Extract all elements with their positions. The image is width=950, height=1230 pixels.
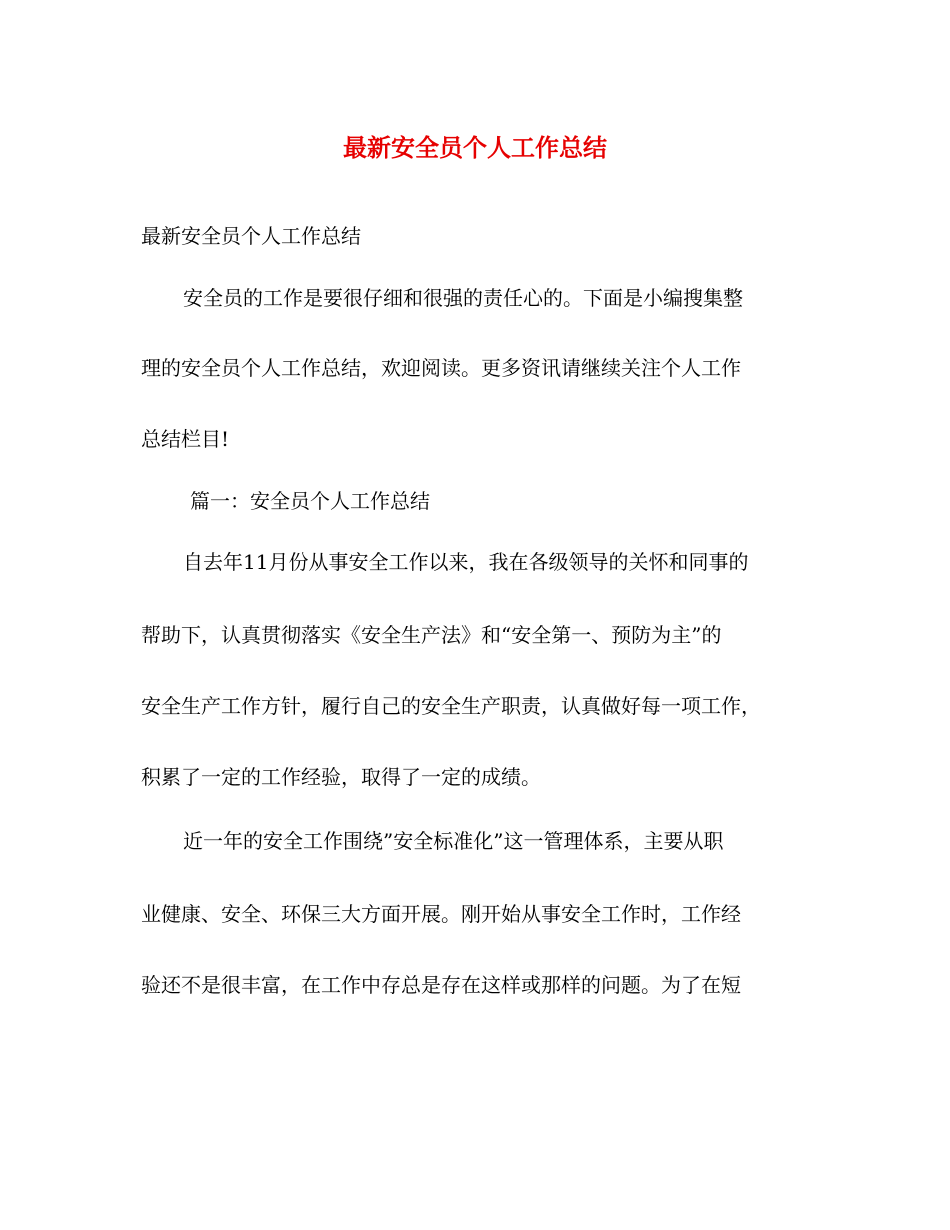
subtitle-line: 最新安全员个人工作总结 xyxy=(141,224,361,248)
paragraph-line: 验还不是很丰富，在工作中存总是存在这样或那样的问题。为了在短 xyxy=(141,973,741,997)
paragraph-line: 安全员的工作是要很仔细和很强的责任心的。下面是小编搜集整 xyxy=(183,286,743,310)
document-title: 最新安全员个人工作总结 xyxy=(343,134,607,162)
paragraph-line: 积累了一定的工作经验，取得了一定的成绩。 xyxy=(141,765,541,789)
paragraph-line: 自去年11月份从事安全工作以来，我在各级领导的关怀和同事的 xyxy=(183,550,749,574)
paragraph-line: 帮助下，认真贯彻落实《安全生产法》和“安全第一、预防为主”的 xyxy=(141,623,722,647)
paragraph-line: 理的安全员个人工作总结，欢迎阅读。更多资讯请继续关注个人工作 xyxy=(141,356,741,380)
section-heading: 篇一：安全员个人工作总结 xyxy=(190,489,430,513)
paragraph-line: 安全生产工作方针，履行自己的安全生产职责，认真做好每一项工作， xyxy=(141,694,761,718)
paragraph-line: 业健康、安全、环保三大方面开展。刚开始从事安全工作时，工作经 xyxy=(141,902,741,926)
paragraph-line: 近一年的安全工作围绕”安全标准化”这一管理体系，主要从职 xyxy=(183,829,724,853)
paragraph-line: 总结栏目! xyxy=(141,427,230,451)
